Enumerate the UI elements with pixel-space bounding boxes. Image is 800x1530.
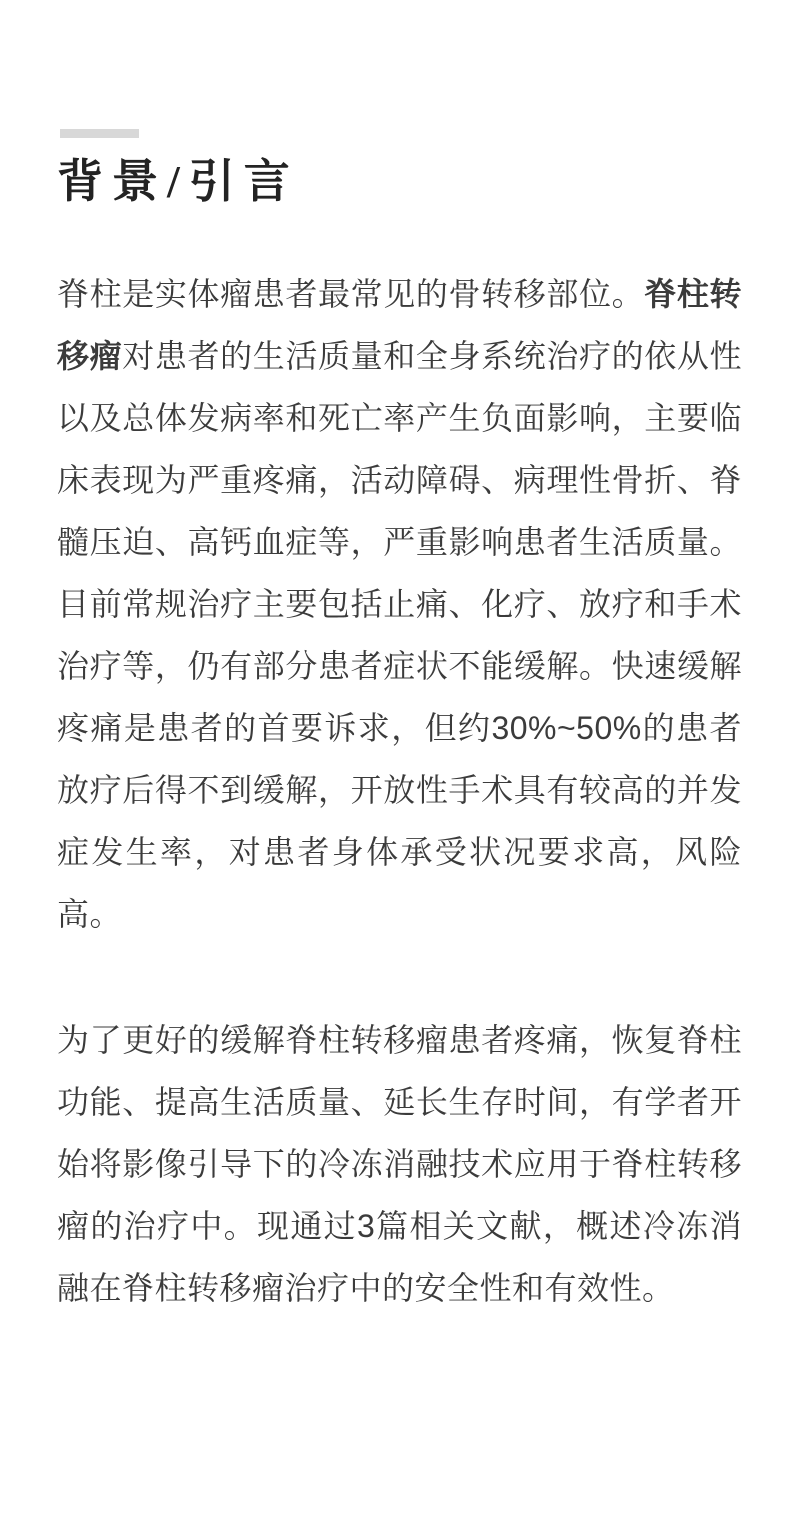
bold-term-spinal-metastases: 脊柱转移瘤	[57, 275, 742, 374]
paragraph-background-text-rest: 对患者的生活质量和全身系统治疗的依从性以及总体发病率和死亡率产生负面影响，主要临床表现为严重疼痛，活动障碍、病理性骨折、脊髓压迫、高钙血症等，严重影响患者生活质量。目前常规治疗主要包括止痛、化疗、放疗和手术治疗等，仍有部分患者症状不能缓解。快速缓解疼痛是患者的首要诉求，但约30%~50%的患者放疗后得不到缓解，开放性手术具有较高的并发症发生率，对患者身体承受状况要求高，风险高。	[57, 337, 742, 932]
section-heading: 背景/引言	[57, 156, 299, 207]
paragraph-background	[57, 263, 742, 945]
paragraph-background-text-start: 脊柱是实体瘤患者最常见的骨转移部位。	[57, 275, 645, 312]
paragraph-purpose: 为了更好的缓解脊柱转移瘤患者疼痛，恢复脊柱功能、提高生活质量、延长生存时间，有学者开始将影像引导下的冷冻消融技术应用于脊柱转移瘤的治疗中。现通过3篇相关文献，概述冷冻消融在脊柱转移瘤治疗中的安全性和有效性。	[57, 1021, 742, 1306]
section-accent-bar	[60, 129, 139, 138]
